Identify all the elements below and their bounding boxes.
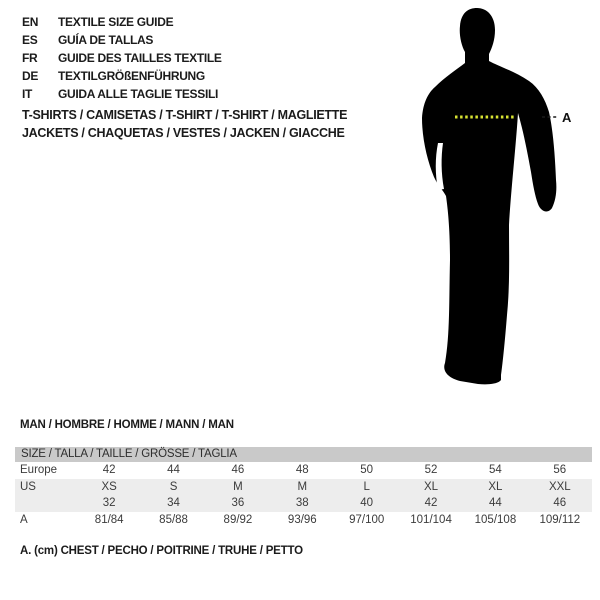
size-cell: XL: [424, 480, 439, 493]
language-label: GUIDE DES TAILLES TEXTILE: [58, 51, 222, 65]
size-table-header: SIZE / TALLA / TAILLE / GRÖSSE / TAGLIA: [15, 447, 592, 462]
size-cell: XL: [488, 480, 503, 493]
language-label: GUIDA ALLE TAGLIE TESSILI: [58, 87, 219, 101]
size-cell: 50: [360, 464, 374, 477]
size-cell: 42: [102, 464, 116, 477]
size-cell: 44: [167, 464, 180, 477]
size-cell: 101/104: [410, 513, 452, 526]
size-cell: 85/88: [159, 513, 188, 526]
language-list: [22, 13, 222, 103]
size-cell: L: [363, 480, 370, 493]
table-row-europe: [15, 462, 592, 479]
size-cell: S: [169, 480, 178, 493]
size-cell: XXL: [548, 480, 571, 493]
language-row: [22, 31, 222, 49]
size-cell: 34: [167, 497, 180, 510]
section-title: MAN / HOMBRE / HOMME / MANN / MAN: [20, 419, 234, 431]
language-label: TEXTILGRÖßENFÜHRUNG: [58, 69, 205, 83]
size-cell: 38: [295, 497, 309, 510]
size-cell: 89/92: [223, 513, 253, 526]
table-row-us-numeric: [15, 495, 592, 512]
size-cell: M: [233, 480, 243, 493]
language-code: FR: [22, 51, 38, 65]
language-code: IT: [22, 87, 33, 101]
size-cell: 52: [424, 464, 438, 477]
language-code: EN: [22, 15, 39, 29]
man-silhouette: [422, 8, 556, 384]
size-cell: 54: [489, 464, 502, 477]
size-cell: 56: [553, 464, 567, 477]
language-row: [22, 67, 222, 85]
language-code: DE: [22, 69, 39, 83]
product-types-line-tshirts: T-SHIRTS / CAMISETAS / T-SHIRT / T-SHIRT / MAGLIETTE: [22, 108, 348, 122]
size-cell: 105/108: [474, 513, 517, 526]
size-cell: 97/100: [349, 513, 385, 526]
size-cell: 48: [295, 464, 309, 477]
size-cell: 36: [231, 497, 245, 510]
footnote: A. (cm) CHEST / PECHO / POITRINE / TRUHE / PETTO: [20, 545, 303, 557]
size-cell: 32: [102, 497, 116, 510]
row-label: Europe: [20, 464, 58, 477]
table-row-us: [15, 479, 592, 496]
language-label: GUÍA DE TALLAS: [58, 33, 154, 47]
language-code: ES: [22, 33, 38, 47]
size-cell: 81/84: [94, 513, 124, 526]
size-cell: 46: [231, 464, 245, 477]
size-cell: 93/96: [287, 513, 317, 526]
size-cell: 42: [424, 497, 438, 510]
measure-label-a: A: [562, 110, 572, 125]
size-cell: 109/112: [539, 513, 581, 526]
man-silhouette-figure: [413, 0, 581, 410]
language-row: [22, 49, 222, 67]
language-row: [22, 13, 222, 31]
size-cell: 44: [489, 497, 502, 510]
product-types-line-jackets: JACKETS / CHAQUETAS / VESTES / JACKEN / GIACCHE: [22, 126, 345, 140]
language-label: TEXTILE SIZE GUIDE: [58, 15, 174, 29]
row-label: US: [20, 480, 36, 493]
product-types: [22, 106, 347, 142]
size-cell: M: [297, 480, 308, 493]
size-cell: 40: [360, 497, 374, 510]
table-row-chest-a: [15, 512, 592, 529]
language-row: [22, 85, 222, 103]
size-cell: XS: [101, 480, 117, 493]
size-cell: 46: [553, 497, 567, 510]
size-table: [15, 447, 592, 528]
row-label: A: [20, 513, 28, 526]
